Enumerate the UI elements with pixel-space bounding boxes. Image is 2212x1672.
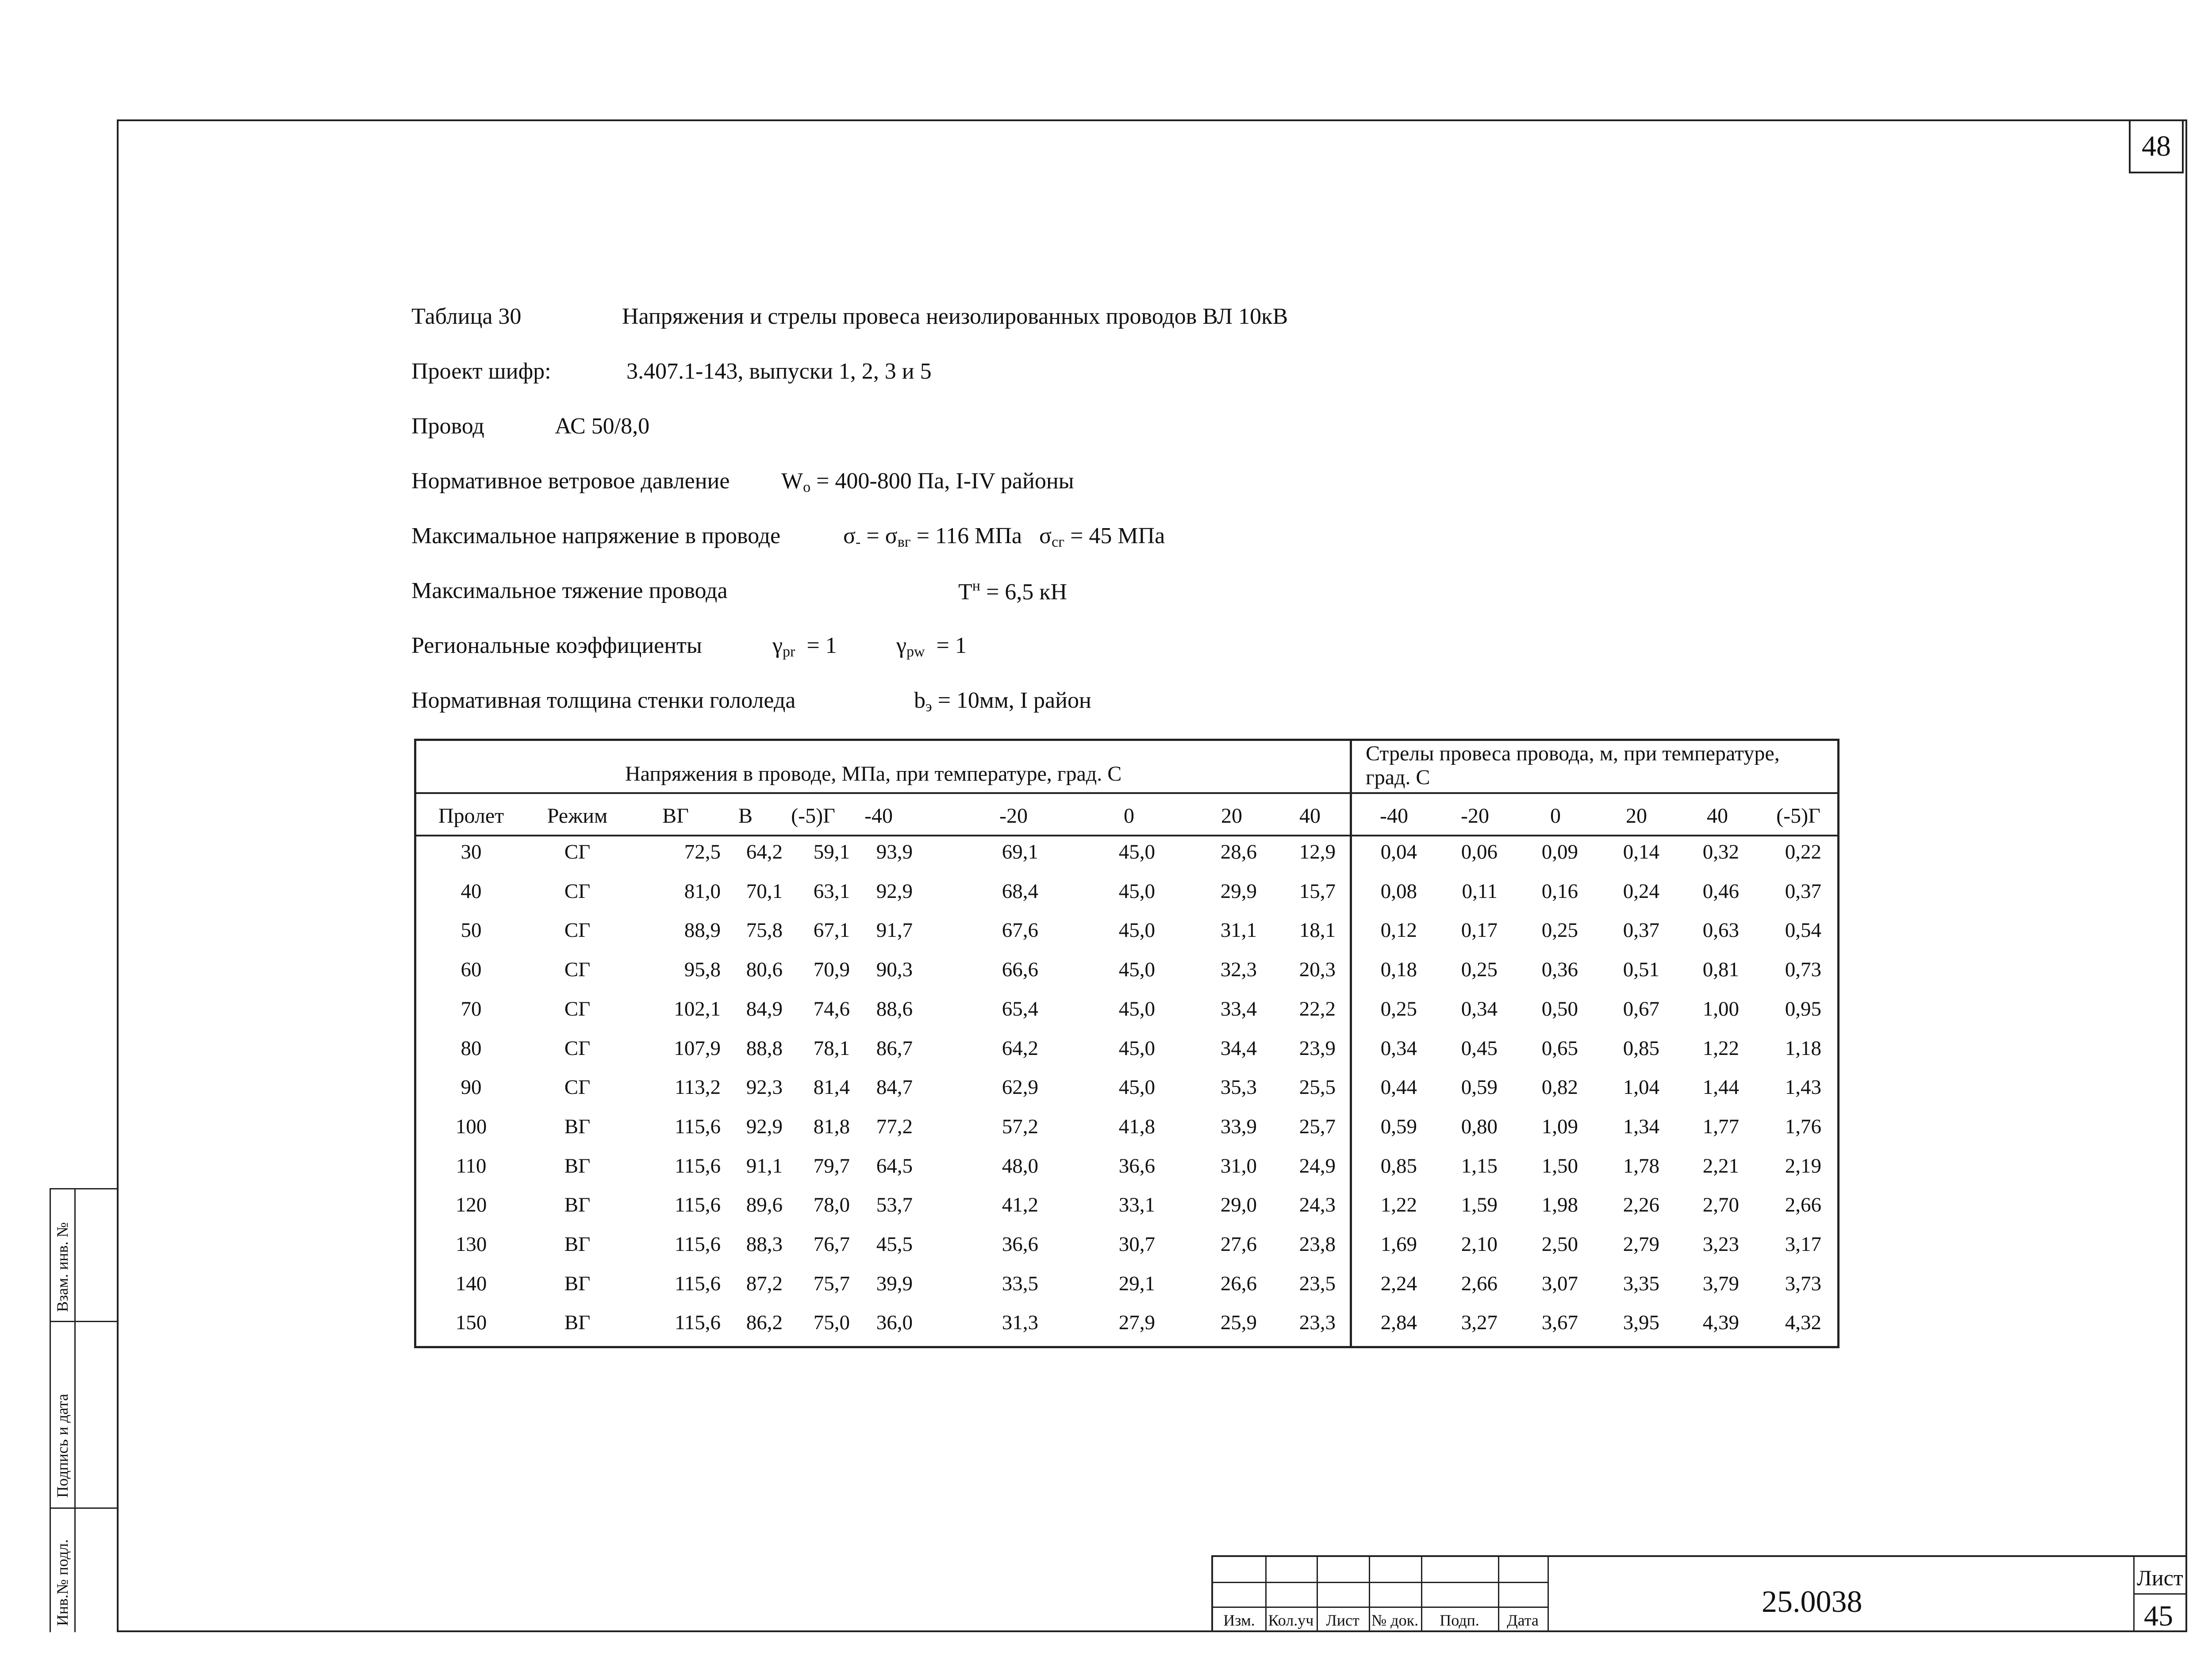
table-cell: 45,0 — [1118, 997, 1155, 1020]
table-cell: ВГ — [564, 1311, 591, 1335]
table-cell: 30 — [461, 840, 482, 863]
table-cell: 130 — [455, 1233, 487, 1256]
table-cell: 2,24 — [1380, 1272, 1417, 1295]
approval-stamp-strip — [50, 1188, 117, 1632]
table-cell: 70 — [461, 997, 482, 1020]
table-cell: 27,9 — [1118, 1311, 1155, 1335]
table-cell: 31,3 — [1002, 1311, 1038, 1335]
table-cell: 3,73 — [1785, 1272, 1821, 1295]
table-cell: 45,0 — [1118, 840, 1155, 863]
wire-label: Провод — [411, 414, 484, 439]
table-cell: 0,59 — [1461, 1076, 1498, 1099]
table-title: Напряжения и стрелы провеса неизолированных проводов ВЛ 10кВ — [622, 304, 1288, 329]
table-cell: 81,0 — [684, 879, 721, 903]
table-cell: 75,8 — [746, 919, 783, 942]
column-header: -20 — [999, 804, 1028, 828]
table-cell: 0,81 — [1702, 958, 1739, 982]
table-cell: 86,2 — [746, 1311, 783, 1335]
column-header: -40 — [864, 804, 893, 828]
ice-label: Нормативная толщина стенки гололеда — [411, 688, 796, 713]
table-cell: 4,39 — [1702, 1311, 1739, 1335]
table-cell: 115,6 — [674, 1154, 721, 1177]
table-cell: 89,6 — [746, 1193, 783, 1217]
table-cell: 72,5 — [684, 840, 721, 863]
table-cell: 0,44 — [1380, 1076, 1417, 1099]
table-cell: 115,6 — [674, 1115, 721, 1138]
column-header: Пролет — [438, 804, 504, 828]
stress-sag-table — [414, 739, 1839, 1348]
column-header: -40 — [1380, 804, 1408, 828]
table-cell: 0,34 — [1380, 1036, 1417, 1060]
table-cell: 2,50 — [1541, 1233, 1578, 1256]
table-cell: 32,3 — [1220, 958, 1257, 982]
table-cell: 107,9 — [674, 1036, 721, 1060]
table-cell: СГ — [564, 919, 591, 942]
table-cell: 100 — [455, 1115, 487, 1138]
table-cell: 2,66 — [1785, 1193, 1821, 1217]
table-cell: 12,9 — [1299, 840, 1336, 863]
table-cell: 50 — [461, 919, 482, 942]
stamp-inv-label: Инв.№ подл. — [54, 1539, 71, 1626]
table-cell: 41,8 — [1118, 1115, 1155, 1138]
table-cell: 92,9 — [746, 1115, 783, 1138]
group-divider — [1350, 741, 1352, 1346]
table-cell: 80 — [461, 1036, 482, 1060]
table-cell: 29,0 — [1220, 1193, 1257, 1217]
column-header: 0 — [1124, 804, 1134, 828]
table-cell: 0,65 — [1541, 1036, 1578, 1060]
table-cell: ВГ — [564, 1193, 591, 1217]
table-cell: 88,6 — [876, 997, 913, 1020]
tb-label-doc: № док. — [1371, 1611, 1419, 1629]
table-cell: 45,5 — [876, 1233, 913, 1256]
table-cell: СГ — [564, 1036, 591, 1060]
table-cell: 33,9 — [1220, 1115, 1257, 1138]
stamp-border — [50, 1188, 51, 1632]
table-cell: 95,8 — [684, 958, 721, 982]
table-cell: 0,32 — [1702, 840, 1739, 863]
table-cell: 45,0 — [1118, 958, 1155, 982]
table-cell: 0,82 — [1541, 1076, 1578, 1099]
table-cell: 3,79 — [1702, 1272, 1739, 1295]
table-cell: 64,2 — [1002, 1036, 1038, 1060]
table-cell: 92,3 — [746, 1076, 783, 1099]
table-cell: 3,07 — [1541, 1272, 1578, 1295]
sheet-number: 45 — [2144, 1600, 2173, 1632]
table-cell: 0,12 — [1380, 919, 1417, 942]
table-cell: 39,9 — [876, 1272, 913, 1295]
stress-formula: $\sigma_- = \sigma_{вг} = 116$ МПа $\sigma_{сг} = 45$ МПа — [843, 523, 1165, 550]
tb-divider — [1421, 1557, 1422, 1632]
table-cell: 1,18 — [1785, 1036, 1821, 1060]
stamp-border — [50, 1188, 117, 1189]
table-cell: 33,5 — [1002, 1272, 1038, 1295]
table-cell: 1,04 — [1623, 1076, 1659, 1099]
table-cell: 1,22 — [1702, 1036, 1739, 1060]
table-cell: 3,95 — [1623, 1311, 1659, 1335]
table-cell: 3,23 — [1702, 1233, 1739, 1256]
column-header: 40 — [1299, 804, 1321, 828]
table-cell: 24,9 — [1299, 1154, 1336, 1177]
table-cell: СГ — [564, 997, 591, 1020]
column-header: (-5)Г — [791, 804, 835, 828]
table-cell: 81,4 — [813, 1076, 850, 1099]
table-cell: 0,25 — [1541, 919, 1578, 942]
table-cell: 67,6 — [1002, 919, 1038, 942]
table-cell: 36,0 — [876, 1311, 913, 1335]
table-cell: 1,78 — [1623, 1154, 1659, 1177]
table-cell: 0,24 — [1623, 879, 1659, 903]
table-cell: 1,50 — [1541, 1154, 1578, 1177]
table-cell: СГ — [564, 958, 591, 982]
table-cell: 0,17 — [1461, 919, 1498, 942]
table-cell: 84,9 — [746, 997, 783, 1020]
table-cell: 45,0 — [1118, 1036, 1155, 1060]
table-cell: 59,1 — [813, 840, 850, 863]
table-cell: 45,0 — [1118, 1076, 1155, 1099]
table-cell: 36,6 — [1002, 1233, 1038, 1256]
table-cell: 88,9 — [684, 919, 721, 942]
table-cell: 86,7 — [876, 1036, 913, 1060]
table-cell: 1,59 — [1461, 1193, 1498, 1217]
table-cell: 0,95 — [1785, 997, 1821, 1020]
table-cell: 1,76 — [1785, 1115, 1821, 1138]
table-cell: 90,3 — [876, 958, 913, 982]
table-cell: 74,6 — [813, 997, 850, 1020]
table-cell: 4,32 — [1785, 1311, 1821, 1335]
column-header: 0 — [1550, 804, 1561, 828]
table-cell: 0,51 — [1623, 958, 1659, 982]
table-cell: 23,5 — [1299, 1272, 1336, 1295]
table-cell: 90 — [461, 1076, 482, 1099]
table-cell: 3,35 — [1623, 1272, 1659, 1295]
table-cell: 29,1 — [1118, 1272, 1155, 1295]
table-cell: 0,54 — [1785, 919, 1821, 942]
table-cell: 2,19 — [1785, 1154, 1821, 1177]
table-cell: 53,7 — [876, 1193, 913, 1217]
table-cell: ВГ — [564, 1115, 591, 1138]
table-cell: 0,80 — [1461, 1115, 1498, 1138]
group-sag-title-line1: Стрелы провеса провода, м, при температуре, — [1366, 742, 1780, 765]
table-cell: ВГ — [564, 1272, 591, 1295]
table-cell: 1,44 — [1702, 1076, 1739, 1099]
table-cell: 34,4 — [1220, 1036, 1257, 1060]
table-cell: 79,7 — [813, 1154, 850, 1177]
table-cell: 65,4 — [1002, 997, 1038, 1020]
stamp-sign-label: Подпись и дата — [54, 1394, 71, 1498]
table-cell: 64,5 — [876, 1154, 913, 1177]
tb-divider — [1548, 1557, 1549, 1632]
tb-divider — [2133, 1557, 2135, 1632]
table-cell: 1,09 — [1541, 1115, 1578, 1138]
column-header: Режим — [547, 804, 608, 828]
column-header: 20 — [1221, 804, 1242, 828]
tb-divider — [1265, 1557, 1267, 1632]
table-cell: 1,43 — [1785, 1076, 1821, 1099]
table-cell: 0,73 — [1785, 958, 1821, 982]
table-cell: ВГ — [564, 1154, 591, 1177]
table-cell: 0,14 — [1623, 840, 1659, 863]
table-cell: 77,2 — [876, 1115, 913, 1138]
page-number: 48 — [2129, 119, 2184, 173]
table-cell: 69,1 — [1002, 840, 1038, 863]
tb-divider — [1369, 1557, 1370, 1632]
table-cell: 24,3 — [1299, 1193, 1336, 1217]
table-cell: 87,2 — [746, 1272, 783, 1295]
table-cell: 0,18 — [1380, 958, 1417, 982]
ice-formula: $b_э = 10мм$, I район — [914, 688, 1091, 715]
tb-label-sign: Подп. — [1440, 1611, 1479, 1629]
table-cell: 66,6 — [1002, 958, 1038, 982]
table-cell: 22,2 — [1299, 997, 1336, 1020]
tb-divider — [1317, 1557, 1318, 1632]
table-cell: 0,22 — [1785, 840, 1821, 863]
table-cell: 0,85 — [1623, 1036, 1659, 1060]
table-cell: 36,6 — [1118, 1154, 1155, 1177]
title-block — [1211, 1555, 2187, 1632]
table-cell: 0,37 — [1623, 919, 1659, 942]
table-cell: 0,36 — [1541, 958, 1578, 982]
stamp-border — [74, 1188, 76, 1632]
column-header: ВГ — [662, 804, 689, 828]
tb-label-izm: Изм. — [1223, 1611, 1255, 1629]
table-cell: 2,70 — [1702, 1193, 1739, 1217]
table-cell: 3,67 — [1541, 1311, 1578, 1335]
tb-label-list: Лист — [1326, 1611, 1359, 1629]
tension-formula: $T^н = 6,5$ кН — [958, 578, 1068, 605]
coef-pr: $\gamma_{pr} = 1$ — [772, 633, 837, 660]
table-cell: 45,0 — [1118, 879, 1155, 903]
table-cell: 2,84 — [1380, 1311, 1417, 1335]
table-cell: 2,10 — [1461, 1233, 1498, 1256]
table-cell: 75,7 — [813, 1272, 850, 1295]
table-cell: 3,27 — [1461, 1311, 1498, 1335]
table-cell: 115,6 — [674, 1193, 721, 1217]
table-cell: 25,5 — [1299, 1076, 1336, 1099]
table-cell: 80,6 — [746, 958, 783, 982]
project-value: 3.407.1-143, выпуски 1, 2, 3 и 5 — [626, 359, 932, 384]
table-cell: 57,2 — [1002, 1115, 1038, 1138]
table-cell: 0,63 — [1702, 919, 1739, 942]
table-cell: 92,9 — [876, 879, 913, 903]
column-header: 40 — [1707, 804, 1728, 828]
table-cell: 113,2 — [674, 1076, 721, 1099]
table-cell: 40 — [461, 879, 482, 903]
table-cell: 23,9 — [1299, 1036, 1336, 1060]
table-cell: 2,66 — [1461, 1272, 1498, 1295]
table-cell: 76,7 — [813, 1233, 850, 1256]
table-cell: 91,7 — [876, 919, 913, 942]
table-cell: 0,50 — [1541, 997, 1578, 1020]
table-cell: 1,77 — [1702, 1115, 1739, 1138]
table-cell: 0,59 — [1380, 1115, 1417, 1138]
table-cell: 25,9 — [1220, 1311, 1257, 1335]
table-cell: 140 — [455, 1272, 487, 1295]
document-code: 25.0038 — [1762, 1585, 1863, 1619]
table-cell: 102,1 — [674, 997, 721, 1020]
table-cell: 20,3 — [1299, 958, 1336, 982]
table-cell: 0,16 — [1541, 879, 1578, 903]
table-cell: 70,1 — [746, 879, 783, 903]
table-cell: ВГ — [564, 1233, 591, 1256]
table-cell: 1,22 — [1380, 1193, 1417, 1217]
table-cell: 81,8 — [813, 1115, 850, 1138]
table-cell: 1,15 — [1461, 1154, 1498, 1177]
table-cell: СГ — [564, 879, 591, 903]
sheet-label: Лист — [2137, 1565, 2183, 1590]
table-cell: 28,6 — [1220, 840, 1257, 863]
table-cell: 48,0 — [1002, 1154, 1038, 1177]
table-cell: 30,7 — [1118, 1233, 1155, 1256]
table-cell: 150 — [455, 1311, 487, 1335]
table-cell: 23,3 — [1299, 1311, 1336, 1335]
table-cell: 26,6 — [1220, 1272, 1257, 1295]
table-cell: 0,06 — [1461, 840, 1498, 863]
table-cell: 45,0 — [1118, 919, 1155, 942]
tb-divider — [1498, 1557, 1499, 1632]
table-cell: 0,67 — [1623, 997, 1659, 1020]
table-cell: 115,6 — [674, 1311, 721, 1335]
wind-label: Нормативное ветровое давление — [411, 468, 730, 494]
stamp-border — [50, 1321, 117, 1322]
column-header: (-5)Г — [1776, 804, 1820, 828]
table-cell: 33,4 — [1220, 997, 1257, 1020]
table-cell: 1,00 — [1702, 997, 1739, 1020]
wind-formula: $W_o = 400-800$ Па, I-IV районы — [781, 468, 1074, 495]
table-cell: 0,11 — [1462, 879, 1498, 903]
column-header: -20 — [1461, 804, 1489, 828]
body-divider — [416, 835, 1837, 836]
tb-row-line — [2133, 1593, 2187, 1595]
table-cell: 1,34 — [1623, 1115, 1659, 1138]
stamp-replace-label: Взам. инв. № — [54, 1222, 71, 1312]
table-cell: 0,08 — [1380, 879, 1417, 903]
table-cell: 68,4 — [1002, 879, 1038, 903]
table-cell: 63,1 — [813, 879, 850, 903]
table-cell: 115,6 — [674, 1233, 721, 1256]
group-stress-title: Напряжения в проводе, МПа, при температуре, град. С — [625, 762, 1122, 786]
stress-label: Максимальное напряжение в проводе — [411, 523, 781, 548]
table-cell: 2,21 — [1702, 1154, 1739, 1177]
coef-label: Региональные коэффициенты — [411, 633, 702, 658]
tb-row-line — [1213, 1582, 1548, 1583]
table-cell: СГ — [564, 1076, 591, 1099]
table-cell: 0,45 — [1461, 1036, 1498, 1060]
table-cell: 33,1 — [1118, 1193, 1155, 1217]
table-cell: 3,17 — [1785, 1233, 1821, 1256]
table-cell: 0,85 — [1380, 1154, 1417, 1177]
stamp-border — [50, 1507, 117, 1509]
table-cell: 31,1 — [1220, 919, 1257, 942]
table-cell: 64,2 — [746, 840, 783, 863]
table-cell: 29,9 — [1220, 879, 1257, 903]
table-cell: 0,46 — [1702, 879, 1739, 903]
table-cell: 120 — [455, 1193, 487, 1217]
header-divider — [416, 792, 1837, 794]
table-cell: 27,6 — [1220, 1233, 1257, 1256]
table-cell: 88,3 — [746, 1233, 783, 1256]
table-cell: 0,25 — [1380, 997, 1417, 1020]
table-cell: 88,8 — [746, 1036, 783, 1060]
tb-label-kol: Кол.уч — [1268, 1611, 1314, 1629]
table-cell: 70,9 — [813, 958, 850, 982]
table-cell: 2,79 — [1623, 1233, 1659, 1256]
table-cell: 0,34 — [1461, 997, 1498, 1020]
group-sag-title-line2: град. С — [1366, 766, 1430, 789]
table-cell: 110 — [456, 1154, 487, 1177]
table-label: Таблица 30 — [411, 304, 522, 329]
table-cell: 115,6 — [674, 1272, 721, 1295]
table-cell: 1,69 — [1380, 1233, 1417, 1256]
table-cell: 1,98 — [1541, 1193, 1578, 1217]
table-cell: 60 — [461, 958, 482, 982]
table-cell: 0,25 — [1461, 958, 1498, 982]
table-cell: 91,1 — [746, 1154, 783, 1177]
coef-pw: $\gamma_{pw} = 1$ — [896, 633, 967, 660]
wire-value: АС 50/8,0 — [555, 414, 650, 439]
tb-label-date: Дата — [1507, 1611, 1539, 1629]
table-cell: 0,09 — [1541, 840, 1578, 863]
table-cell: СГ — [564, 840, 591, 863]
table-cell: 0,04 — [1380, 840, 1417, 863]
table-cell: 78,0 — [813, 1193, 850, 1217]
table-cell: 2,26 — [1623, 1193, 1659, 1217]
table-cell: 41,2 — [1002, 1193, 1038, 1217]
column-header: В — [738, 804, 753, 828]
table-cell: 35,3 — [1220, 1076, 1257, 1099]
table-cell: 23,8 — [1299, 1233, 1336, 1256]
table-cell: 78,1 — [813, 1036, 850, 1060]
table-cell: 67,1 — [813, 919, 850, 942]
column-header: 20 — [1626, 804, 1647, 828]
project-label: Проект шифр: — [411, 359, 551, 384]
table-cell: 93,9 — [876, 840, 913, 863]
tension-label: Максимальное тяжение провода — [411, 578, 728, 603]
table-cell: 25,7 — [1299, 1115, 1336, 1138]
tb-row-line — [1213, 1607, 1548, 1608]
table-cell: 62,9 — [1002, 1076, 1038, 1099]
table-cell: 75,0 — [813, 1311, 850, 1335]
table-cell: 84,7 — [876, 1076, 913, 1099]
table-cell: 18,1 — [1299, 919, 1336, 942]
table-cell: 31,0 — [1220, 1154, 1257, 1177]
table-cell: 15,7 — [1299, 879, 1336, 903]
table-cell: 0,37 — [1785, 879, 1821, 903]
